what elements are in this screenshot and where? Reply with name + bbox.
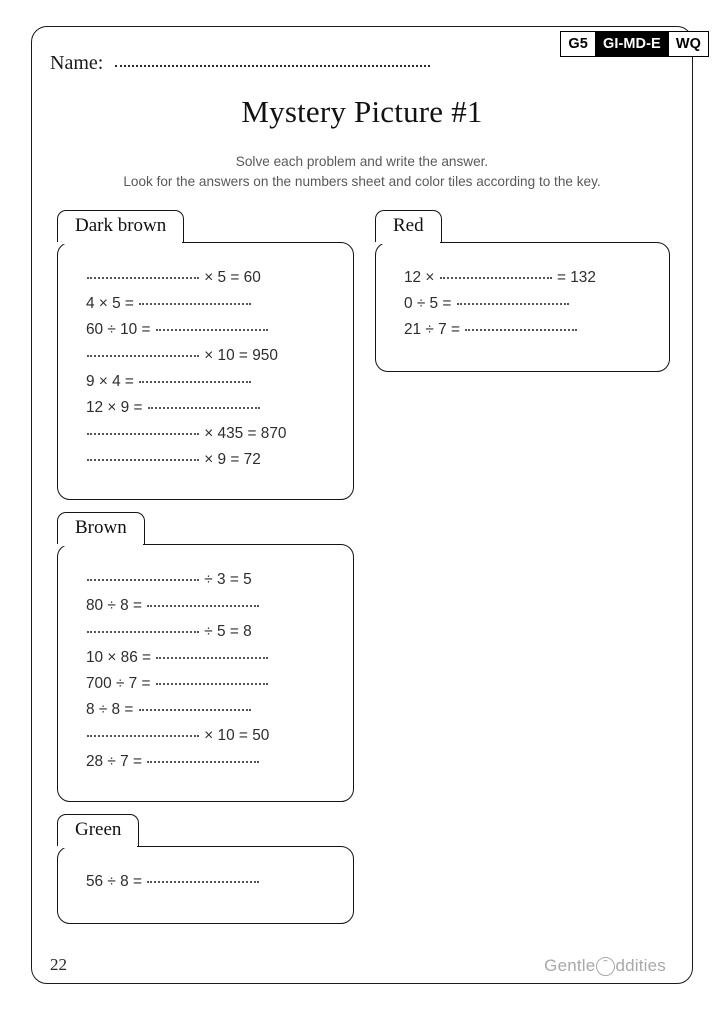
name-input-line[interactable] xyxy=(115,64,430,67)
section-tab-brown: Brown xyxy=(57,512,145,544)
answer-blank[interactable] xyxy=(87,433,199,435)
problem-text: × 435 = 870 xyxy=(200,424,287,442)
instruction-line-2: Look for the answers on the numbers sheet and color tiles according to the key. xyxy=(123,174,601,189)
answer-blank[interactable] xyxy=(139,303,251,305)
answer-blank[interactable] xyxy=(87,579,199,581)
problem-row xyxy=(86,447,353,473)
name-row xyxy=(50,52,430,75)
answer-blank[interactable] xyxy=(87,277,199,279)
problem-row xyxy=(86,567,353,593)
answer-blank[interactable] xyxy=(147,881,259,883)
problem-text: 80 ÷ 8 = xyxy=(86,596,147,614)
code-segment-wq: WQ xyxy=(669,32,708,56)
instructions xyxy=(0,152,724,192)
problem-text: 56 ÷ 8 = xyxy=(86,872,147,890)
problem-text: ÷ 5 = 8 xyxy=(200,622,252,640)
answer-blank[interactable] xyxy=(147,605,259,607)
section-tab-green: Green xyxy=(57,814,139,846)
problem-row xyxy=(86,317,353,343)
instruction-line-1: Solve each problem and write the answer. xyxy=(235,154,489,169)
answer-blank[interactable] xyxy=(147,761,259,763)
problem-row xyxy=(404,291,669,317)
answer-blank[interactable] xyxy=(156,683,268,685)
answer-blank[interactable] xyxy=(87,735,199,737)
answer-blank[interactable] xyxy=(87,459,199,461)
section-box-dark-brown xyxy=(57,242,354,500)
problem-row xyxy=(86,593,353,619)
problem-text: 21 ÷ 7 = xyxy=(404,320,465,338)
problem-row xyxy=(86,645,353,671)
answer-blank[interactable] xyxy=(139,709,251,711)
name-label: Name: xyxy=(50,52,104,74)
problem-list xyxy=(58,243,353,493)
page-number: 22 xyxy=(50,955,67,974)
problem-row xyxy=(86,369,353,395)
problem-row xyxy=(86,421,353,447)
page-title: Mystery Picture #1 xyxy=(241,94,483,129)
code-segment-g5: G5 xyxy=(561,32,595,56)
problem-text: 8 ÷ 8 = xyxy=(86,700,138,718)
problem-row xyxy=(86,723,353,749)
section-tab-red: Red xyxy=(375,210,442,242)
brand-suffix: ddities xyxy=(615,956,666,975)
problem-text: 4 × 5 = xyxy=(86,294,139,312)
answer-blank[interactable] xyxy=(156,657,268,659)
problem-text: 12 × xyxy=(404,268,439,286)
answer-blank[interactable] xyxy=(148,407,260,409)
problem-text: 12 × 9 = xyxy=(86,398,147,416)
problem-list xyxy=(58,545,353,795)
problem-text: × 10 = 950 xyxy=(200,346,278,364)
problem-row xyxy=(86,343,353,369)
color-section-dark-brown xyxy=(57,210,354,500)
problem-row xyxy=(86,697,353,723)
problem-row xyxy=(86,265,353,291)
section-box-brown xyxy=(57,544,354,802)
problem-text: 60 ÷ 10 = xyxy=(86,320,155,338)
answer-blank[interactable] xyxy=(465,329,577,331)
problem-row xyxy=(86,749,353,775)
problem-list xyxy=(376,243,669,363)
problem-text: 9 × 4 = xyxy=(86,372,139,390)
problem-row xyxy=(404,265,669,291)
problem-text: 10 × 86 = xyxy=(86,648,156,666)
problem-row xyxy=(86,869,353,895)
problem-text: × 10 = 50 xyxy=(200,726,270,744)
brand-circle-icon xyxy=(596,957,615,976)
section-box-green xyxy=(57,846,354,924)
answer-blank[interactable] xyxy=(457,303,569,305)
problem-text: 700 ÷ 7 = xyxy=(86,674,155,692)
problem-text: 0 ÷ 5 = xyxy=(404,294,456,312)
color-section-brown xyxy=(57,512,354,802)
code-segment-gi-md-e: GI-MD-E xyxy=(595,32,669,56)
problem-row xyxy=(86,291,353,317)
problem-text-suffix: = 132 xyxy=(552,268,596,286)
color-section-red xyxy=(375,210,670,372)
problem-text: × 5 = 60 xyxy=(200,268,261,286)
answer-blank[interactable] xyxy=(139,381,251,383)
problem-text: ÷ 3 = 5 xyxy=(200,570,252,588)
problem-row xyxy=(86,671,353,697)
code-badge xyxy=(560,31,709,57)
color-section-green xyxy=(57,814,354,924)
answer-blank[interactable] xyxy=(87,631,199,633)
answer-blank[interactable] xyxy=(440,277,552,279)
problem-text: 28 ÷ 7 = xyxy=(86,752,147,770)
brand-prefix: Gentle xyxy=(544,956,596,975)
problem-text: × 9 = 72 xyxy=(200,450,261,468)
answer-blank[interactable] xyxy=(87,355,199,357)
answer-blank[interactable] xyxy=(156,329,268,331)
problem-row xyxy=(86,395,353,421)
problem-list xyxy=(58,847,353,915)
problem-row xyxy=(86,619,353,645)
section-box-red xyxy=(375,242,670,372)
problem-row xyxy=(404,317,669,343)
brand-logo xyxy=(544,956,666,976)
section-tab-dark-brown: Dark brown xyxy=(57,210,184,242)
